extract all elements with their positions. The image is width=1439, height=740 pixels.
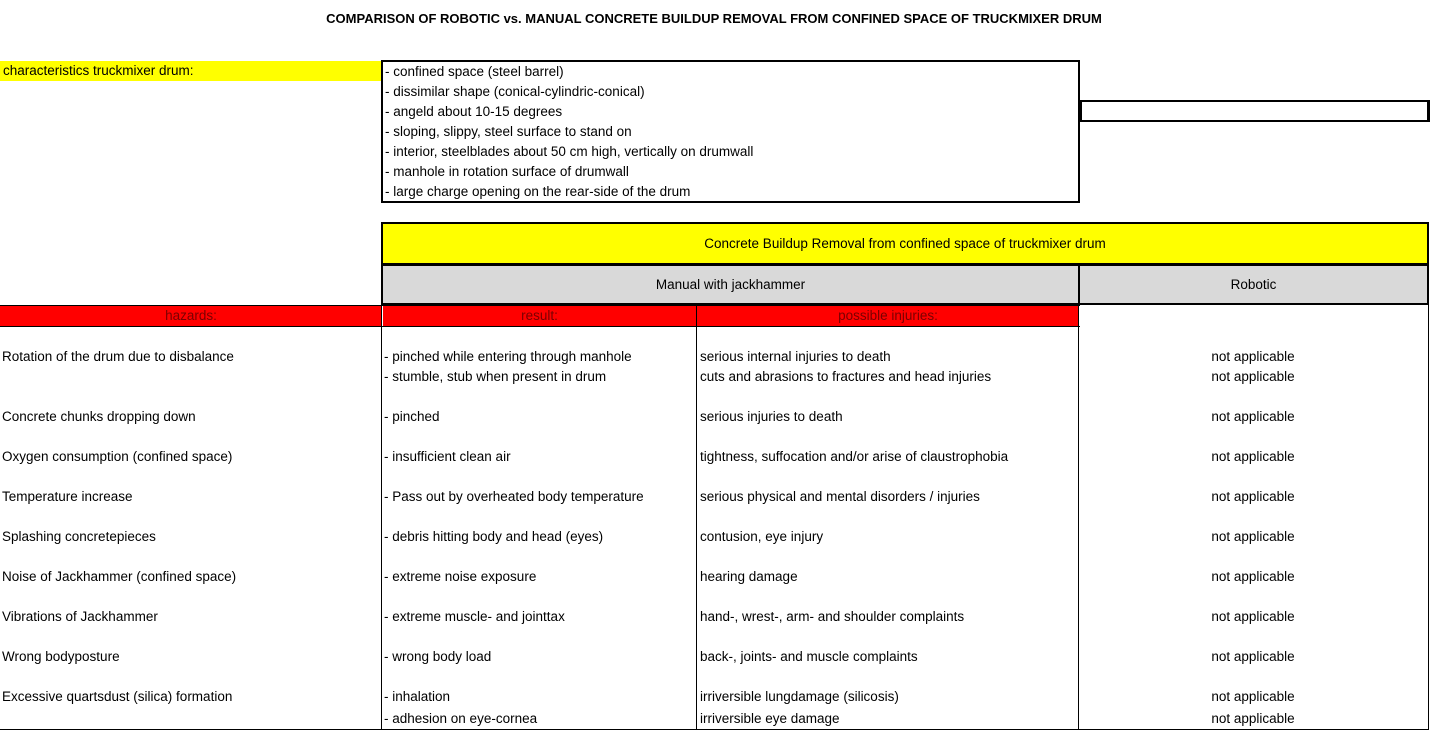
hazard-cell: Excessive quartsdust (silica) formation [2,689,233,704]
robotic-cell: not applicable [1211,609,1295,624]
characteristics-label: characteristics truckmixer drum: [0,61,381,81]
robotic-cell: not applicable [1211,569,1295,584]
injuries-header: possible injuries: [697,306,1079,326]
robotic-cell: not applicable [1211,649,1295,664]
hazard-cell: Concrete chunks dropping down [2,409,196,424]
robotic-cell: not applicable [1211,409,1295,424]
characteristic-item: - sloping, slippy, steel surface to stand on [385,124,632,139]
injury-cell: serious physical and mental disorders / injuries [700,489,980,504]
characteristic-item: - manhole in rotation surface of drumwall [385,164,629,179]
injury-cell: hearing damage [700,569,798,584]
result-cell: - inhalation [384,689,451,704]
hazard-cell [2,709,380,729]
characteristic-item: - large charge opening on the rear-side of the drum [385,184,691,199]
result-cell: - stumble, stub when present in drum [384,369,607,384]
injury-cell: back-, joints- and muscle complaints [700,649,918,664]
hazard-cell: Rotation of the drum due to disbalance [2,349,234,364]
injury-cell: irriversible lungdamage (silicosis) [700,689,899,704]
result-cell: - Pass out by overheated body temperature [384,489,644,504]
manual-header: Manual with jackhammer [381,264,1080,305]
robotic-cell: not applicable [1211,349,1295,364]
hazard-cell [2,367,380,387]
hazard-cell: Wrong bodyposture [2,649,120,664]
table-main-header: Concrete Buildup Removal from confined space of truckmixer drum [381,222,1429,265]
hazard-cell: Noise of Jackhammer (confined space) [2,569,237,584]
table-bottom-border [0,729,1429,730]
robotic-cell: not applicable [1211,529,1295,544]
characteristics-box [381,60,1080,203]
result-cell: - insufficient clean air [384,449,511,464]
column-divider [696,305,697,730]
injury-cell: tightness, suffocation and/or arise of claustrophobia [700,449,1009,464]
hazards-header: hazards: [0,306,382,326]
result-cell: - extreme noise exposure [384,569,537,584]
column-divider [1078,305,1079,730]
robotic-header: Robotic [1078,264,1429,305]
robotic-cell: not applicable [1211,711,1295,726]
red-header-top-border [0,305,1080,306]
selected-cell-outline[interactable] [1080,100,1430,122]
robotic-cell: not applicable [1211,449,1295,464]
hazard-cell: Oxygen consumption (confined space) [2,449,233,464]
table-right-border [1428,305,1429,730]
characteristic-item: - angeld about 10-15 degrees [385,104,563,119]
characteristic-item: - dissimilar shape (conical-cylindric-conical) [385,84,645,99]
result-cell: - debris hitting body and head (eyes) [384,529,604,544]
result-header: result: [383,306,696,326]
hazard-cell: Splashing concretepieces [2,529,156,544]
column-divider [381,305,382,730]
result-cell: - wrong body load [384,649,492,664]
red-header-bottom-border [0,326,1080,327]
result-cell: - adhesion on eye-cornea [384,711,538,726]
injury-cell: irriversible eye damage [700,711,840,726]
hazard-cell: Vibrations of Jackhammer [2,609,158,624]
injury-cell: contusion, eye injury [700,529,824,544]
hazard-cell: Temperature increase [2,489,133,504]
result-cell: - extreme muscle- and jointtax [384,609,565,624]
injury-cell: hand-, wrest-, arm- and shoulder complaints [700,609,965,624]
page-title: COMPARISON OF ROBOTIC vs. MANUAL CONCRETE BUILDUP REMOVAL FROM CONFINED SPACE OF TRUCKMIXER DRUM [326,11,1102,26]
robotic-cell: not applicable [1211,689,1295,704]
injury-cell: serious injuries to death [700,409,843,424]
injury-cell: serious internal injuries to death [700,349,891,364]
result-cell: - pinched [384,409,440,424]
injury-cell: cuts and abrasions to fractures and head injuries [700,369,992,384]
robotic-cell: not applicable [1211,489,1295,504]
result-cell: - pinched while entering through manhole [384,349,632,364]
robotic-cell: not applicable [1211,369,1295,384]
characteristic-item: - confined space (steel barrel) [385,64,564,79]
characteristic-item: - interior, steelblades about 50 cm high, vertically on drumwall [385,144,754,159]
